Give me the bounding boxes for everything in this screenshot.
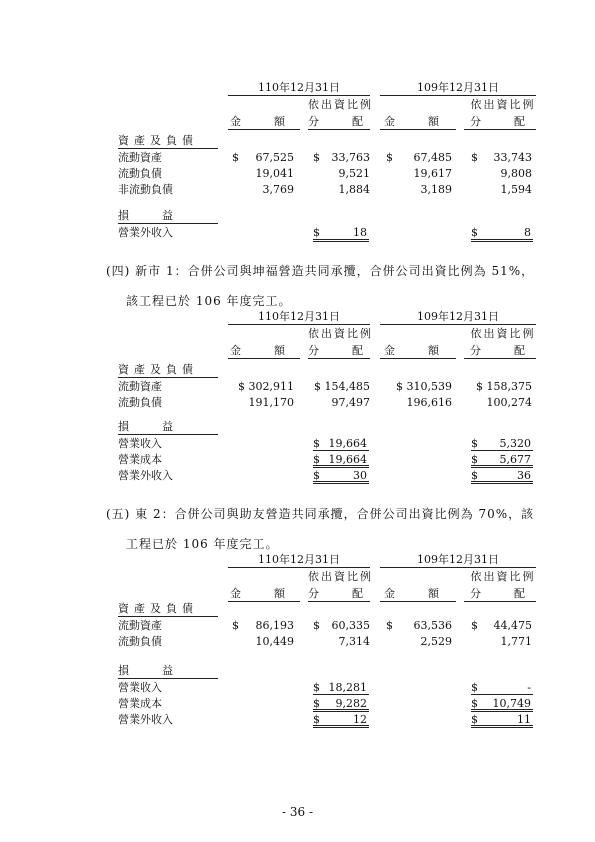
nonop-109-cell: [471, 226, 533, 242]
value-cell: 18: [353, 226, 367, 239]
amount-header: 金 額: [384, 115, 439, 128]
currency-sign: $: [471, 713, 478, 726]
value-cell: 63,536: [413, 619, 452, 632]
cost-109-cell: [471, 453, 533, 468]
value-cell: 19,041: [255, 167, 294, 180]
nonop-109-cell: [471, 469, 533, 484]
assets-liabilities-label: 資產及負債: [118, 363, 198, 376]
value-cell: 8: [524, 226, 531, 239]
ratio-bottom: 分 配: [470, 344, 525, 357]
currency-sign: $: [386, 619, 393, 632]
value-cell: 2,529: [420, 635, 452, 648]
currency-sign: $: [471, 437, 478, 450]
ratio-top: 依出資比例: [470, 570, 536, 583]
section-4-heading-line2: 該工程已於 106 年度完工。: [126, 294, 292, 308]
section-5-heading-line1: (五) 東 2：合併公司與助友營造共同承攬，合併公司出資比例為 70%，該: [106, 507, 535, 521]
value-cell: 10,749: [492, 697, 531, 710]
currency-sign: $: [313, 697, 320, 710]
current-assets-label: 流動資產: [118, 380, 162, 393]
currency-sign: $: [313, 713, 320, 726]
currency-sign: $: [232, 151, 239, 164]
currency-sign: $: [313, 226, 320, 239]
value-cell: 19,617: [413, 167, 452, 180]
noncurrent-liabilities-label: 非流動負債: [118, 183, 173, 196]
ratio-top: 依出資比例: [470, 327, 536, 340]
value-cell: 9,282: [335, 697, 367, 710]
value-cell: 5,677: [499, 453, 531, 466]
value-cell: 3,769: [262, 183, 294, 196]
amount-header: 金 額: [230, 344, 285, 357]
revenue-110-cell: [313, 681, 369, 695]
table-4: [118, 307, 536, 487]
assets-liabilities-label: 資產及負債: [118, 602, 198, 615]
currency-sign: $: [313, 681, 320, 694]
cost-110-cell: [313, 697, 369, 712]
current-assets-label: 流動資產: [118, 619, 162, 632]
ratio-bottom: 分 配: [470, 115, 525, 128]
currency-sign: $: [471, 226, 478, 239]
revenue-110-cell: [313, 437, 369, 451]
ratio-top: 依出資比例: [308, 98, 373, 111]
ratio-bottom: 分 配: [308, 115, 363, 128]
value-cell: 60,335: [331, 619, 370, 632]
header-110: 110年12月31日: [258, 310, 340, 323]
value-cell: 19,664: [328, 437, 367, 450]
value-cell: 36: [517, 469, 531, 482]
value-cell: 10,449: [255, 635, 294, 648]
revenue-109-cell: [471, 437, 533, 451]
value-cell: $ 158,375: [476, 380, 532, 393]
nonop-110-cell: [313, 713, 369, 728]
cost-label: 營業成本: [118, 453, 162, 466]
header-109: 109年12月31日: [417, 81, 499, 94]
page-number: - 36 -: [281, 805, 313, 819]
profit-loss-label: 損 益: [118, 664, 173, 677]
currency-sign: $: [471, 697, 478, 710]
ratio-top: 依出資比例: [470, 98, 536, 111]
ratio-bottom: 分 配: [470, 587, 525, 600]
nonop-110-cell: [313, 469, 369, 484]
currency-sign: $: [386, 151, 393, 164]
value-cell: 3,189: [420, 183, 452, 196]
value-cell: 1,771: [500, 635, 532, 648]
value-cell: $ 310,539: [396, 380, 452, 393]
currency-sign: $: [313, 469, 320, 482]
value-cell: $ 154,485: [314, 380, 370, 393]
value-cell: 67,525: [255, 151, 294, 164]
currency-sign: $: [471, 619, 478, 632]
current-liabilities-label: 流動負債: [118, 396, 162, 409]
value-cell: 18,281: [328, 681, 367, 694]
revenue-label: 營業收入: [118, 437, 162, 450]
ratio-top: 依出資比例: [308, 327, 373, 340]
current-liabilities-label: 流動負債: [118, 635, 162, 648]
value-cell: 191,170: [248, 396, 294, 409]
amount-header: 金 額: [230, 115, 285, 128]
value-cell: 1,884: [338, 183, 370, 196]
currency-sign: $: [313, 151, 320, 164]
cost-110-cell: [313, 453, 369, 468]
section-5-heading-line2: 工程已於 106 年度完工。: [126, 537, 279, 551]
value-cell: 196,616: [406, 396, 452, 409]
value-cell: 12: [353, 713, 367, 726]
value-cell: 30: [353, 469, 367, 482]
value-cell: 33,763: [331, 151, 370, 164]
value-cell: 100,274: [486, 396, 532, 409]
current-assets-label: 流動資產: [118, 151, 162, 164]
header-110: 110年12月31日: [258, 81, 340, 94]
value-cell: 1,594: [500, 183, 532, 196]
header-109: 109年12月31日: [417, 310, 499, 323]
value-cell: 86,193: [255, 619, 294, 632]
value-cell: -: [527, 681, 531, 694]
currency-sign: $: [471, 453, 478, 466]
currency-sign: $: [471, 469, 478, 482]
table-5: [118, 550, 536, 740]
revenue-109-cell: [471, 681, 533, 695]
cost-109-cell: [471, 697, 533, 712]
table-1: [118, 78, 536, 248]
currency-sign: $: [313, 619, 320, 632]
currency-sign: $: [313, 437, 320, 450]
nonop-income-label: 營業外收入: [118, 713, 173, 726]
header-109: 109年12月31日: [417, 553, 499, 566]
value-cell: 44,475: [493, 619, 532, 632]
nonop-110-cell: [313, 226, 369, 242]
currency-sign: $: [313, 453, 320, 466]
value-cell: 19,664: [328, 453, 367, 466]
revenue-label: 營業收入: [118, 681, 162, 694]
header-110: 110年12月31日: [258, 553, 340, 566]
value-cell: 9,521: [338, 167, 370, 180]
ratio-top: 依出資比例: [308, 570, 373, 583]
ratio-bottom: 分 配: [308, 344, 363, 357]
value-cell: 7,314: [338, 635, 370, 648]
currency-sign: $: [471, 681, 478, 694]
value-cell: 33,743: [493, 151, 532, 164]
currency-sign: $: [471, 151, 478, 164]
profit-loss-label: 損 益: [118, 420, 173, 433]
nonop-income-label: 營業外收入: [118, 226, 173, 239]
value-cell: 9,808: [500, 167, 532, 180]
value-cell: 11: [517, 713, 531, 726]
assets-liabilities-label: 資產及負債: [118, 134, 198, 147]
ratio-bottom: 分 配: [308, 587, 363, 600]
amount-header: 金 額: [230, 587, 285, 600]
nonop-109-cell: [471, 713, 533, 728]
value-cell: 67,485: [413, 151, 452, 164]
current-liabilities-label: 流動負債: [118, 167, 162, 180]
currency-sign: $: [232, 619, 239, 632]
amount-header: 金 額: [384, 587, 439, 600]
amount-header: 金 額: [384, 344, 439, 357]
profit-loss-label: 損 益: [118, 209, 173, 222]
value-cell: 5,320: [499, 437, 531, 450]
value-cell: $ 302,911: [238, 380, 294, 393]
cost-label: 營業成本: [118, 697, 162, 710]
section-4-heading-line1: (四) 新市 1：合併公司與坤福營造共同承攬，合併公司出資比例為 51%，: [106, 264, 535, 278]
nonop-income-label: 營業外收入: [118, 469, 173, 482]
value-cell: 97,497: [331, 396, 370, 409]
